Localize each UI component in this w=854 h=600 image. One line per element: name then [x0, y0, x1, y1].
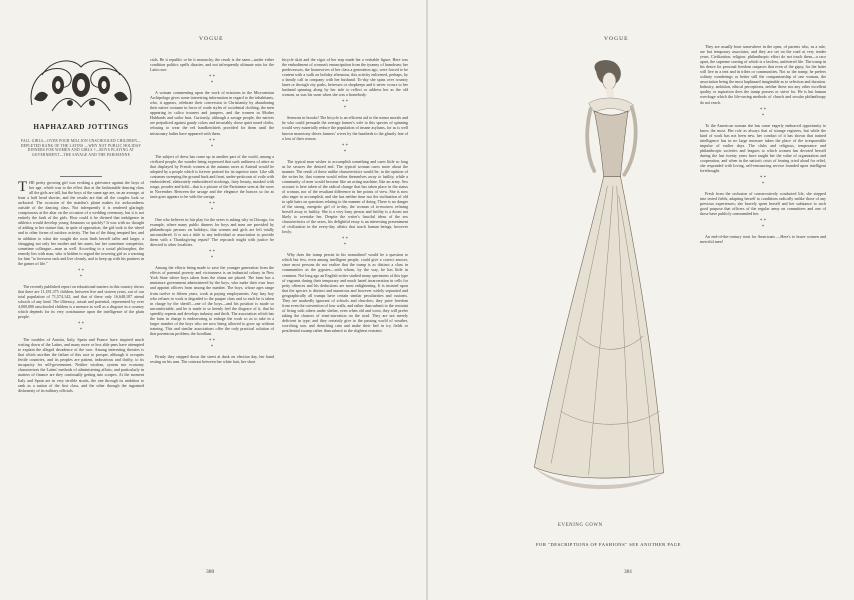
- section-stars: * * *: [341, 100, 349, 112]
- paragraph: To the American woman she has come eagerly embraced opportunity to know the most. Her role as always that of strange registers, but while the kind of work has not been new, her conduct of it has shown that trained intelligence has in no large measure taken the place of the irresponsible impulse of earlier days. The clubs and religious, temperance and philanthropic societies and leagues to which women has devoted herself during the last twenty years have taught her the value of organization and cooperation, and when in the nation's crisis of fearing cried aloud for relief, she responded with loving, self-renouncing service founded upon intelligent forethought.: [700, 122, 826, 173]
- evening-gown-illustration: [523, 40, 673, 510]
- text-column-1: [18, 180, 144, 565]
- text-column-2: [150, 57, 274, 564]
- paragraph: Among the efforts being made to save the younger generation from the effects of parental poverty and viciousness is an industrial colony in New York State where boys taken from the slums are placed. The farm has a miniature government administered by the boys, who make their own laws and appoint officers from among the number. The boys, whose ages range from twelve to fifteen years, work at paying employments. Any lazy boy who refuses to work is degraded to the pauper class and so each he is taken in charge by the sheriff—one of the boys—and his position is made so uncomfortable, and he is made to so keenly feel the disgrace of it, that he speedily repents and develops industry and thrift. The association which has the farm in charge is endeavoring to enlarge the work so as to take in a larger number of the boys who are now being allowed to grow up without training. This and similar associations offer the only practical solution of that portentous problem, the hoodlum.: [150, 265, 274, 336]
- section-subtitle: FALL GIRLS—OVER FOUR MILLION UNSCHOOLED CHILDREN—DEPLETED RANK OF THE LATINS —WHY NOT PUBLIC HOLIDAY DINNERS FOR WOMEN AND GIRLS ?—BOYS PLAYING AT GOVERNMENT—THE SAVAGE AND THE PARISIENNE: [20, 139, 142, 157]
- paragraph: Why does the tramp persist in his nomadism? would be a question to which but few, even among intelligent people, could give a correct answer, since most persons do not realize that the tramp is as distinct a class in communities as the gypsies—with whom, by the way, he has little in common. Not long ago an English writer studied many specimens of this type of vagrants during their temporary and much hated incarceration in cells for petty offences and his deductions are most enlightening. It is insisted upon that the species is distinct and numerous and however widely separated and geographically all tramps have certain similar peculiarities and customs. They are markedly ignorant of schools and churches; they prize freedom from even the convention of four walls, and rather than submit to the restraint of living with others under shelter, even when old and worn, they will prefer taking the chances of semi-starvation on the road. They are not merely deficient in type, and they certainly give to the passing world of weather, scorching sun, and drenching rain and make their bed in icy fields or pestilential swamp rather than submit to the slightest restraint.: [282, 252, 408, 334]
- left-page: [0, 0, 426, 600]
- paragraph: Firmly they stepped down the street at dusk on election day, her hand resting on his arm. The contrast between her white hair, her short: [150, 353, 274, 364]
- section-title: HAPHAZARD JOTTINGS: [33, 123, 129, 131]
- page-number: 380: [206, 569, 215, 575]
- paragraph: [18, 180, 144, 266]
- text-column-right: [700, 44, 826, 564]
- paragraph: bicycle skirt and the vigor of her step made her a veritable figure. Here was the embodiment of woman's emancipation from the tyranny of humdrum; her predecessors, the housewives of her class a generation ago, were forced to be content with a walk on holiday afternoon, this activity enlivened, perhaps, by a family call in company with her husband. To-day she spins over country lanes or through city parks, heiresses or shopkeeps and it never occurs to her husband spinning along by her side to reflect or address her as the old woman, as was his wont when she was a homebody.: [282, 57, 408, 98]
- drop-cap: T: [18, 180, 28, 195]
- section-stars: * * *: [208, 250, 216, 262]
- section-stars: * * *: [77, 322, 85, 334]
- section-stars: * * *: [77, 268, 85, 280]
- figure-caption: EVENING GOWN: [558, 523, 603, 528]
- paragraph: The troubles of Austria, Italy, Spain and France have inspired much writing down of the Latins, and many more or less able pens have attempted to explain the alleged decadence of the race. Among interesting theories is that which ascribes the failure of this race to prosper, although it occupies fertile countries, and its peoples are patient, industrious and thrifty, to its incapacity for self-government. Neither wisdom, system nor economy characterizes the Latins' methods of administering affairs, and particularly in matters of finance are they continually getting into scrapes. At the moment Italy and Spain are in very terrible straits, the one through its ambition to rank as a nation of the first class, and the other through the ingrained dishonesty of its military officials.: [18, 337, 144, 393]
- paragraph: The recently published report on educational matters in this country shows that there are 11,181,375 children, between five and sixteen years, out of our total population of 71,574,142, and that of these only 16,648,187 attend schools of any kind. The illiteracy, actual and potential, represented by over 4,000,000 unschooled children is a menace as well as a disgrace in a country which depends for its very continuance upon the intelligence of the plain people.: [18, 283, 144, 320]
- section-stars: * * *: [208, 338, 216, 350]
- section-stars: * * *: [759, 176, 767, 188]
- section-stars: * * *: [208, 201, 216, 213]
- text-column-3: [282, 57, 408, 564]
- paragraph: The typical man wishes to accomplish something and cares little so long as he secures the desired end. The typical woman cares more about the manner. The result of these unlike characteristics would be, in the opinion of the writer he, that women would refine themselves away to futility, while a community of men would become like an acting machine, like an army. Sex account is here taken of the radical change that has taken place in the status of woman, nor of the resultant difference in her points of view. She is now also eager to accomplish, and she has neither time nor the inclination of old to split hairs on questions relating to the manner of doing. There is no danger of the strong, energetic girl of to-day, the woman of to-morrow refining herself away to futility. She is a very busy person and futility is a doom not likely to overtake her. Despite the writer's fanciful ideas of the sex characteristics of the sexes, his delightful essay is an interesting presentment of civilization in the every-day affairs that touch human beings, however lowly.: [282, 158, 408, 235]
- section-stars: * * *: [341, 237, 349, 249]
- paragraph: Fresh from the seclusion of conservatively conducted life, she stepped into tested fields, adapting herself to conditions radically unlike those of any previous experiences; she bravely spent herself and her substance to such good purpose that officers of the regular army on committees and one of those have publicly commended her.: [700, 191, 826, 217]
- section-stars: * * *: [208, 138, 216, 150]
- section-stars: * * *: [341, 143, 349, 155]
- divider: [60, 176, 102, 177]
- paragraph: cials. Be it republic or be it monarchy, the result is the same—under either condition politics spells disaster, and not infrequently ultimate ruin for the Latin race.: [150, 57, 274, 73]
- paragraph: The subject of dress has come up in another part of the world, among a civilized people, the wonder being expressed that such unfitness of attire as that displayed by French women at the autumn races at Auteuil would be adopted by a people which is forever praised for its superior taste. Like silk costumes sweeping the ground back and front, under-petticoats of voile with embroidered, elaborately embroidered stockings, fairy beauty, masked with rouge, powder and kohl—that is a picture of the Parisienne seen at the races in November. Between the savage and the elegance the honors so far as taste goes appears to be with the savage.: [150, 153, 274, 199]
- paragraph: One who believes in fair play for the sexes is asking why in Chicago, for example, where many public dinners for boys and men are provided by philanthropic persons on holidays, that women and girls are left totally unconsidered. It is not a tittle to any individual or association to provide them with a Thanksgiving repast? The reproach might with justice be directed to other localities.: [150, 216, 274, 248]
- section-stars: * * *: [208, 75, 216, 87]
- section-stars: * * *: [759, 219, 767, 231]
- ornamental-header-illustration: [22, 55, 140, 115]
- fashion-reference-line: FOR "DESCRIPTIONS OF FASHIONS" SEE ANOTHER PAGE: [536, 542, 681, 547]
- running-head: VOGUE: [199, 36, 224, 42]
- paragraph: A woman commenting upon the work of missions in the Micronesian Archipelago gives some interesting information in regard to the inhabitants, who, it appears, celebrate their conversion to Christianity by abandoning their native costume in favor of crude styles of occidental clothing, the men appearing in calico trousers and jumpers, and the women in Mother Hubbards and sailor hats. Curiously, although a savage people, the natives are prejudiced against gaudy colors and invariably chose quiet toned cloths, refusing to wear the red handkerchiefs provided for them until the missionary ladies have appeared with them.: [150, 90, 274, 136]
- paragraph: They are usually born somewhere in the open, of parents who, as a rule, are but temporary associates, and they are set on the road at very tender years. Civilization, religion, philanthropic effort do not touch them—a race apart, the supreme craving of which is a lawless, unfettered life. The tramp in his desire for personal freedom outpaces that even of the gipsy, for the latter will live in a tent and in tribes or communities. Not so the tramp; he prefers solitary wanderings or better still the companionship of one woman, the association being the most haphazard imaginable as to selection and duration. Industry, ambition, ethical perceptions, neither these nor any other excellent quality or aspiration does the tramp possess or strive for. He is but human wreckage which the life-saving methods of church and secular philanthropy do not reach.: [700, 44, 826, 105]
- right-page: [428, 0, 854, 600]
- paragraph: An end-of-the-century treat for Americans —Here's to brave women and merciful men!: [700, 234, 826, 245]
- paragraph: Sermons in brooks! The bicycle is an efficient aid to the minor morals and he who could persuade the average farmer's wife to this species of spinning would very materially reduce the population of insane asylums, for as is well known monotony drives farmers' wives by the hundreds to the ghastly fate of a loss of their reason.: [282, 115, 408, 141]
- paragraph-text: HE pretty growing girl was evoking a grievance against the boys of her age, which was to the effect that at the fashionable dancing class all the girls are tall, but the boys of the same age are, on an average, at least a half head shorter, and the results are that all the couples look so awkward. The occasion of the maiden's plaint makes for awkwardness outside of the dancing class. Not infrequently it is rendered glaringly conspicuous at the altar on the occasion of a wedding ceremony, but it is not entirely the fault of the girls. How could it be divined that indulgence in athletics would develop young Amazons so quickly? It was with no thought of adding to her stature that, in spite of opposition, the girl took to the wheel and to other forms of outdoor activity. The fun of the thing tempted her, and in addition to what she sought she soon finds herself taller and larger, a shrugging not only her mother and her aunts, but her sometime competitor, sometime colleague—man as well. According to a social philosopher, the remedy lies with man, who is bidden to regard the towering girl as a warning for him "to forswear sack and live cleanly, and to keep up with his partners in the games of life.": [18, 180, 144, 266]
- section-stars: * * *: [759, 107, 767, 119]
- page-number: 381: [624, 569, 633, 575]
- running-head: VOGUE: [604, 36, 629, 42]
